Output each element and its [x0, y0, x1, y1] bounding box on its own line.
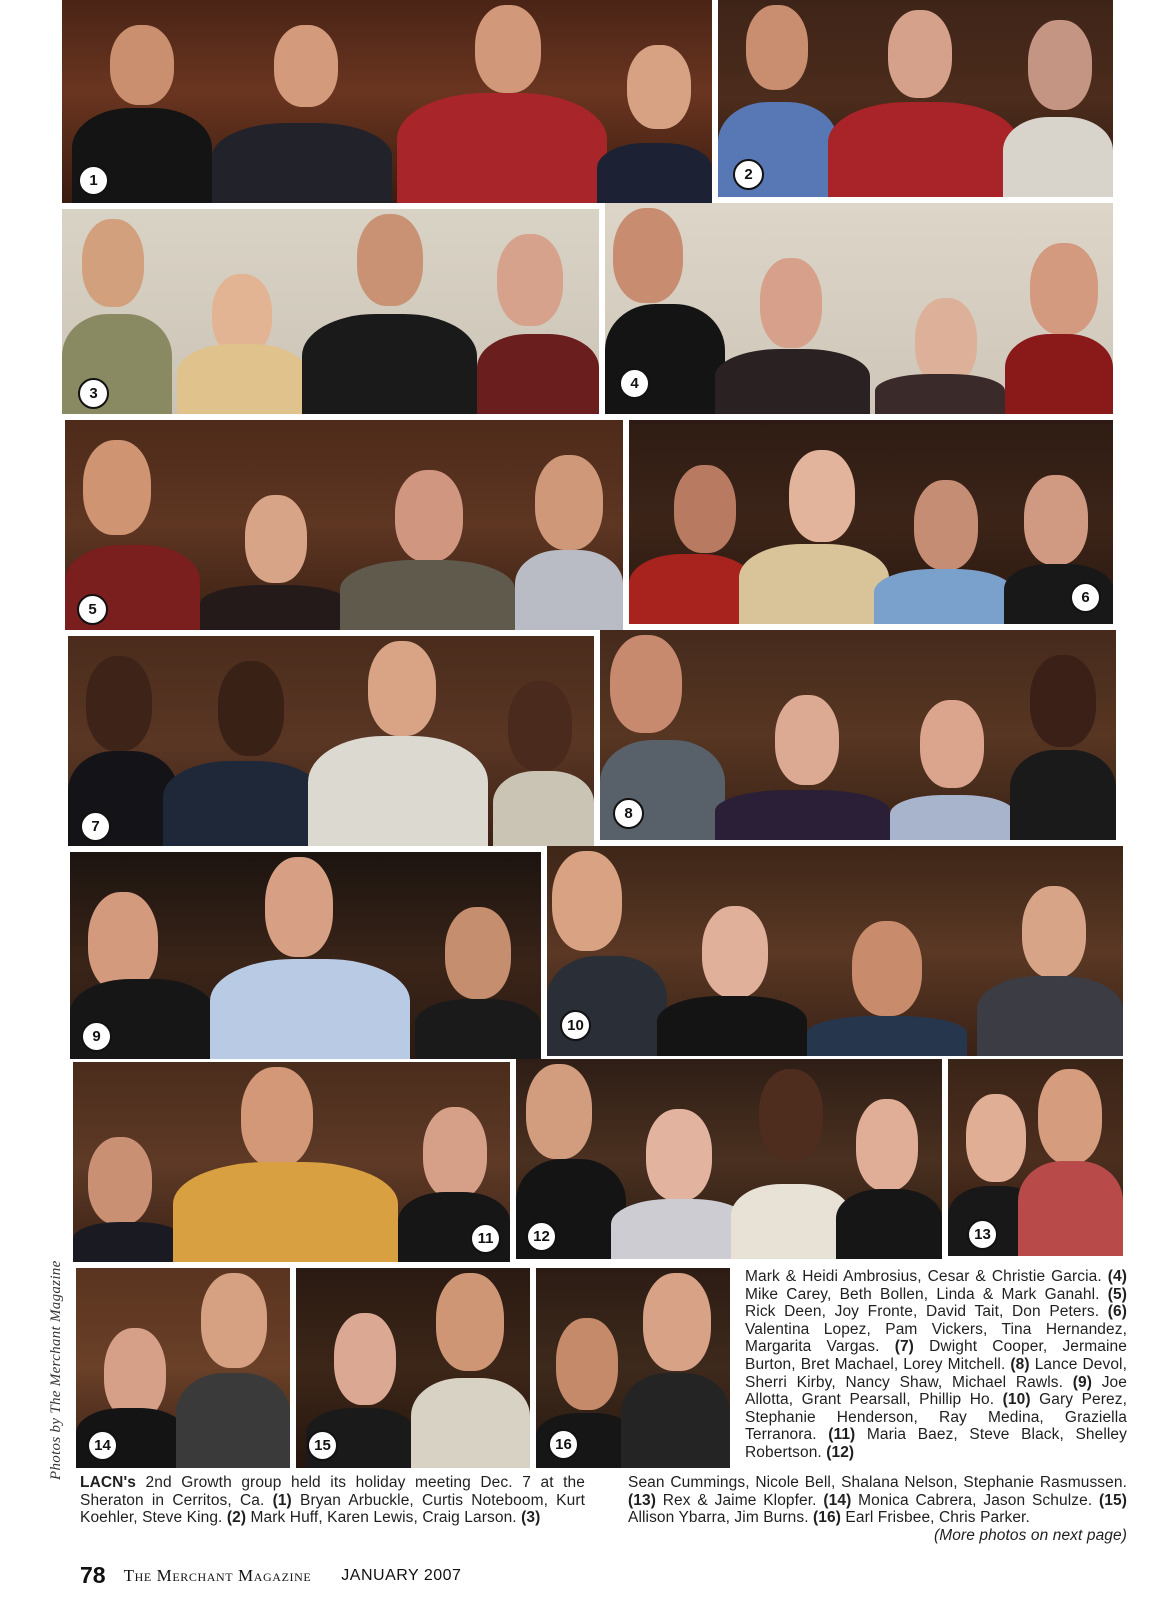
photo-12	[516, 1059, 942, 1259]
caption-entry: Dwight Cooper, Jermaine Burton, Bret Machael, Lorey Mitchell.	[745, 1338, 1128, 1373]
caption-entry: Mark Huff, Karen Lewis, Craig Larson.	[246, 1509, 522, 1527]
caption-entry: Lance Devol, Sherri Kirby, Nancy Shaw, Michael Rawls.	[745, 1355, 1127, 1391]
photo-11	[73, 1062, 510, 1262]
photo-10	[547, 846, 1123, 1056]
magazine-title: The Merchant Magazine	[123, 1565, 312, 1585]
photo-number-badge: 4	[619, 368, 650, 399]
photo-3	[62, 209, 599, 414]
photo-number-badge: 9	[81, 1021, 112, 1052]
page-number: 78	[80, 1562, 106, 1588]
caption-entry: Sean Cummings, Nicole Bell, Shalana Nelson, Stephanie Rasmussen.	[628, 1474, 1127, 1491]
photo-number-badge: 6	[1070, 582, 1101, 613]
photo-number-badge: 14	[87, 1430, 118, 1461]
caption-entry-number: (11)	[828, 1426, 856, 1444]
caption-entry-number: (6)	[1107, 1303, 1127, 1321]
caption-entry-number: (10)	[1002, 1391, 1031, 1409]
photo-number-badge: 7	[80, 811, 111, 842]
caption-entry: Gary Perez, Stephanie Henderson, Ray Medina, Graziella Terranora.	[745, 1391, 1127, 1444]
photo-number-badge: 12	[526, 1221, 557, 1252]
caption-lead: LACN's	[80, 1474, 136, 1491]
caption-entry: Earl Frisbee, Chris Parker.	[841, 1509, 1030, 1527]
photo-8	[600, 630, 1116, 840]
photo-6	[629, 420, 1113, 624]
photo-number-badge: 3	[78, 378, 109, 409]
caption-intro: 2nd Growth group held its holiday meeting Dec. 7 at the Sheraton in Cerritos, Ca.	[80, 1474, 585, 1509]
issue-date: JANUARY 2007	[341, 1566, 462, 1584]
photo-2	[718, 0, 1113, 197]
caption-entry: Monica Cabrera, Jason Schulze.	[851, 1491, 1100, 1509]
caption-entry-number: (8)	[1010, 1355, 1030, 1373]
caption-entry: Rex & Jaime Klopfer.	[655, 1491, 824, 1509]
photo-number-badge: 5	[77, 594, 108, 625]
photo-7	[68, 636, 594, 846]
caption-entry: Mark & Heidi Ambrosius, Cesar & Christie Garcia.	[745, 1268, 1108, 1285]
caption-entry-number: (2)	[226, 1509, 247, 1527]
caption-right-column	[745, 1268, 1127, 1462]
photo-4	[605, 203, 1113, 414]
caption-entry-number: (15)	[1099, 1491, 1127, 1509]
caption-entry: Mike Carey, Beth Bollen, Linda & Mark Ganahl.	[745, 1285, 1108, 1303]
photo-number-badge: 10	[560, 1010, 591, 1041]
photo-number-badge: 11	[470, 1223, 501, 1254]
photo-number-badge: 13	[967, 1219, 998, 1250]
caption-entry-number: (1)	[272, 1491, 292, 1509]
photo-number-badge: 8	[613, 798, 644, 829]
page-footer	[80, 1562, 461, 1589]
photo-5	[65, 420, 623, 630]
caption-entry-number: (4)	[1107, 1268, 1127, 1285]
photo-credit: Photos by The Merchant Magazine	[48, 1260, 64, 1480]
caption-entry-number: (16)	[813, 1509, 842, 1527]
caption-lower-left	[80, 1474, 585, 1527]
photo-1	[62, 0, 712, 203]
caption-entry: Rick Deen, Joy Fronte, David Tait, Don Peters.	[745, 1303, 1108, 1321]
caption-entry-number: (3)	[521, 1509, 541, 1527]
caption-entry-number: (5)	[1107, 1285, 1127, 1303]
more-photos-note: (More photos on next page)	[933, 1526, 1127, 1544]
caption-entry-number: (12)	[826, 1443, 855, 1461]
caption-entry: Joe Allotta, Grant Pearsall, Phillip Ho.	[745, 1373, 1127, 1409]
photo-14	[76, 1268, 290, 1468]
caption-entry: Maria Baez, Steve Black, Shelley Robertson.	[745, 1426, 1127, 1461]
photo-13	[948, 1059, 1123, 1256]
photo-number-badge: 15	[307, 1430, 338, 1461]
photo-15	[296, 1268, 530, 1468]
photo-number-badge: 2	[733, 159, 764, 190]
photo-number-badge: 1	[78, 165, 109, 196]
caption-entry-number: (13)	[628, 1491, 656, 1509]
caption-entry: Allison Ybarra, Jim Burns.	[628, 1509, 814, 1527]
caption-lower-right	[628, 1474, 1127, 1544]
caption-entry-number: (7)	[894, 1338, 914, 1356]
caption-entry-number: (9)	[1072, 1373, 1092, 1391]
photo-number-badge: 16	[548, 1429, 579, 1460]
caption-entry-number: (14)	[823, 1491, 852, 1509]
photo-9	[70, 852, 541, 1059]
photo-16	[536, 1268, 730, 1468]
caption-entry: Valentina Lopez, Pam Vickers, Tina Hernandez, Margarita Vargas.	[745, 1320, 1127, 1356]
caption-entry: Bryan Arbuckle, Curtis Noteboom, Kurt Koehler, Steve King.	[80, 1491, 585, 1527]
